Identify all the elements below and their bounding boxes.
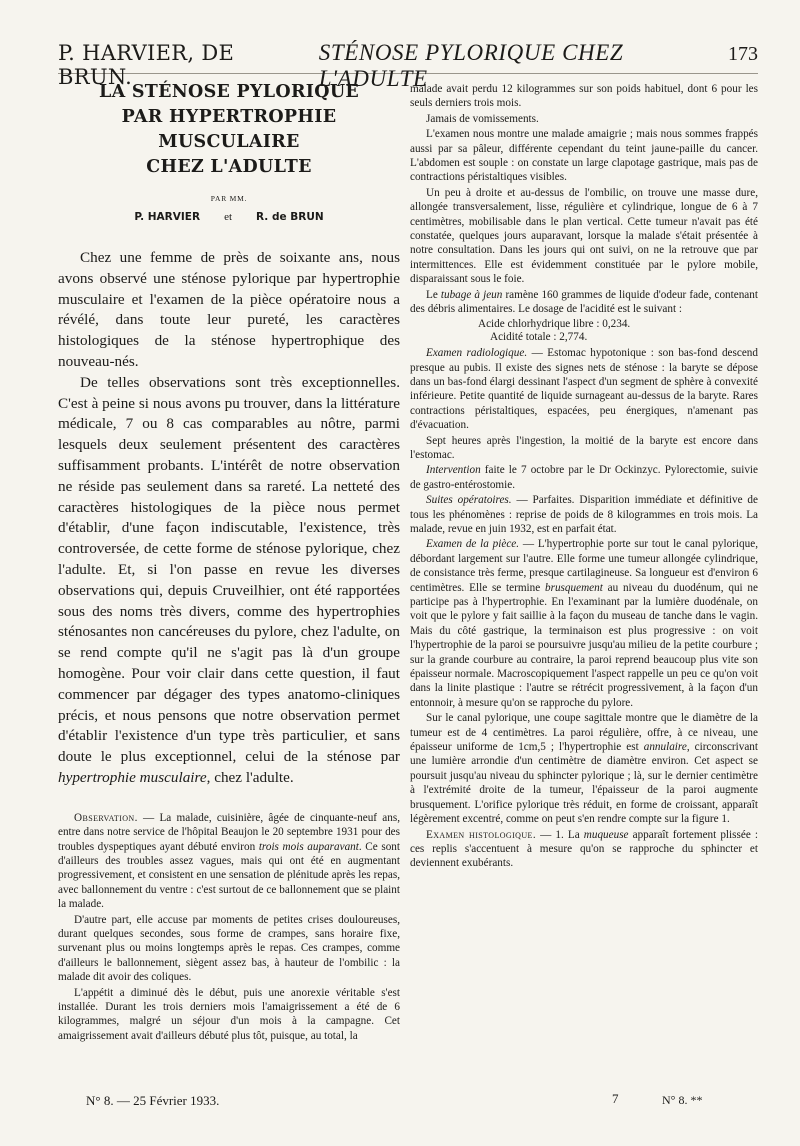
intro-text-end: , chez l'adulte. (206, 768, 294, 786)
tubage-text-end: ramène 160 grammes de liquide d'odeur fade, contenant des débris alimentaires. Le dosage de l'acidité est le suivant : (410, 288, 758, 316)
right-column (410, 82, 758, 1102)
running-head-title: STÉNOSE PYLORIQUE CHEZ L'ADULTE (318, 40, 624, 91)
histo-text: — 1. La (536, 828, 584, 841)
running-head-authors: P. HARVIER, DE BRUN. (58, 41, 235, 89)
piece-heading: Examen de la pièce. (426, 538, 520, 551)
intro-text: De telles observations sont très exceptionnelles. C'est à peine si nous avons pu trouver, dans la littérature médicale, 7 ou 8 cas comparables au nôtre, parmi lesquels deux seulement présentent des caractères suffisamment probants. L'intérêt de notre observation ne réside pas seulement dans sa rareté. La netteté des caractères histologiques de la pièce nous permet d'établir, d'une façon indiscutable, l'existence, très controversée, de cette forme de sténose pylorique, chez l'adulte. Et, si l'on passe en revue les diverses observations qui, depuis Cruveilhier, ont été rapportées sous des noms très divers, comme des hypertrophies sténosantes non cancéreuses du pylore, chez l'adulte, on se rend compte qu'il ne s'agit pas là d'un groupe homogène. Pour voir clair dans cette question, il faut commencer par dégager des types anatomo-cliniques précis, et nous pensons que notre observation permet d'établir l'existence d'un type très particulier, et sans doute le plus exceptionnel, celui de la sténose par (58, 373, 400, 766)
article-title-line: PAR HYPERTROPHIE (121, 107, 337, 127)
observation-text: — La malade, cuisinière, âgée de cinquante-neuf ans, entre dans notre service de l'hôpital Beaujon le 20 septembre 1931 pour des troubles dyspeptiques ayant débuté environ (58, 811, 400, 853)
paragraph: Un peu à droite et au-dessus de l'ombilic, on trouve une masse dure, allongée transversalement, lisse, régulière et cylindrique, longue de 6 à 7 centimètres, mobilisable dans le plan vertical. Cette tumeur n'avait pas été constatée, quelques jours auparavant, lorsque la malade s'était présentée à notre consultation. Dans les jours qui ont suivi, on ne la retrouve que par intermittences. Elle est évidemment constituée par le pylore mobile, disparaissant sous le foie. (410, 186, 758, 286)
paragraph: Sept heures après l'ingestion, la moitié de la baryte est encore dans l'estomac. (410, 434, 758, 461)
observation-section (58, 811, 400, 1044)
canal-italic: annulaire (643, 741, 687, 754)
article-title (58, 80, 400, 180)
signature-mark: 7 (612, 1091, 619, 1106)
intro-italic: hypertrophie musculaire (58, 768, 207, 786)
paragraph (410, 828, 758, 871)
introduction (58, 248, 400, 789)
paragraph (410, 711, 758, 826)
issue-date: N° 8. — 25 Février 1933. (86, 1093, 220, 1108)
tubage-text: Le (426, 288, 441, 301)
page-number: 173 (728, 43, 758, 65)
piece-italic: brusquement (545, 581, 603, 594)
left-column (58, 80, 400, 1100)
article-title-line: CHEZ L'ADULTE (146, 157, 312, 177)
intervention-heading: Intervention (426, 464, 481, 477)
suites-heading: Suites opératoires. (426, 494, 512, 507)
intro-paragraph: Chez une femme de près de soixante ans, nous avons observé une sténose pylorique par hypertrophie musculaire et l'examen de la pièce opératoire nous a révélé, dans toute leur pureté, les caractères histologiques de la sténose hypertrophique des nouveau-nés. (58, 249, 400, 370)
piece-text: — L'hypertrophie porte sur tout le canal pylorique, débordant largement sur l'autre. Elle forme une tumeur allongée cylindrique, de consistance très ferme, presque cartilagineuse. Sa longueur est d'environ 6 centimètres. Elle se termine (410, 538, 758, 594)
continued-paragraph: malade avait perdu 12 kilogrammes sur son poids habituel, dont 6 pour les seuls derniers trois mois. (410, 83, 758, 110)
observation-paragraph (58, 811, 400, 912)
paragraph: Jamais de vomissements. (426, 112, 539, 125)
author-harvier: P. HARVIER (134, 211, 201, 223)
radio-heading: Examen radiologique. (426, 347, 528, 360)
paragraph (410, 346, 758, 432)
observation-paragraph: D'autre part, elle accuse par moments de petites crises douloureuses, durant quelques secondes, sous forme de crampes, sans horaire fixe, survenant plus ou moins longtemps après le repas. Ces crampes, comme d'ailleurs le ballonnement, siègent assez bas, à hauteur de l'ombilic : la malade dit avoir des coliques. (58, 913, 400, 984)
author-de-brun: R. de BRUN (256, 211, 324, 223)
piece-text-end: au niveau du duodénum, qui ne participe pas à l'hypertrophie. En l'examinant par la lumière duodénale, on voit que le pylore y fait saillie à la façon du museau de tanche dans le vagin. Mais du côté gastrique, la terminaison est plus progressive : on voit l'hypertrophie de la paroi se poursuivre jusqu'au milieu de la petite courbure ; sur la grande courbure au contraire, la paroi reprend beaucoup plus vite son épaisseur normale. Macroscopiquement l'aspect rappelle un peu ce qu'on voit dans la linite plastique : l'autre se rétrécit progressivement, à la façon d'un entonnoir, à mesure qu'on se rapproche du pylore. (410, 581, 758, 709)
par-mm: PAR MM. (210, 194, 248, 203)
intervention-text: faite le 7 octobre par le Dr Ockinzyc. Pylorectomie, suivie de gastro-entérostomie. (410, 464, 758, 491)
byline-et: et (224, 211, 233, 223)
article-title-line: MUSCULAIRE (158, 132, 300, 152)
histo-text-end: apparaît fortement plissée : ces replis s'accentuent à mesure qu'on se rapproche du sphincter et deviennent exubérants. (410, 828, 758, 870)
histo-heading: Examen histologique. (426, 828, 537, 841)
intro-paragraph (58, 373, 400, 789)
observation-label: Observation. (74, 811, 138, 824)
paragraph (410, 288, 758, 317)
radio-text: — Estomac hypotonique : son bas-fond descend presque au pubis. Il existe des signes nets de sténose : la baryte se dépose dans un bas-fond élargi dessinant l'aspect d'un segment de sphère à convexité inférieure. Petite quantité de liquide surnageant au-dessus de la baryte. Rares contractions péristaltiques, espacées, peu énergiques, n'amenant pas d'évacuation. (410, 347, 758, 432)
acid-total: Acidité totale : 2,774. (490, 331, 588, 344)
paragraph (410, 537, 758, 710)
paragraph (410, 463, 758, 492)
byline (58, 211, 400, 223)
article-title-line: LA STÉNOSE PYLORIQUE (98, 82, 360, 102)
canal-text-end: , circonscrivant une lumière arrondie d'un centimètre de diamètre environ. Cet aspect se poursuit jusqu'au niveau du sphincter pylorique ; là, sur le dernier centimètre à l'extrémité droite de la tumeur, l'épaisseur de la paroi augmente brusquement. L'orifice pylorique très réduit, en forme de croissant, apparaît légèrement excentré, comme on peut s'en rendre compte sur la figure 1. (410, 741, 758, 826)
observation-paragraph: L'appétit a diminué dès le début, puis une anorexie véritable s'est installée. Durant les trois derniers mois l'amaigrissement a été de 6 kilogrammes, malgré un séjour d'un mois à la campagne. Cet amaigrissement avait d'ailleurs débuté plus tôt, puisque, au total, la (58, 986, 400, 1042)
histo-italic: muqueuse (583, 828, 629, 841)
paragraph (410, 493, 758, 536)
observation-text-end: . Ce sont d'ailleurs des troubles assez vagues, mais qui ont été en augmentant progressivement, et consistent en une sensation de plénitude après les repas, avec ballonnement du ventre : c'est surtout de ce ballonnement que se plaint la malade. (58, 840, 401, 911)
observation-italic: trois mois auparavant (258, 840, 359, 853)
acidity-values (410, 318, 758, 346)
acid-libre: Acide chlorhydrique libre : 0,234. (478, 317, 631, 330)
issue-number: N° 8. ** (662, 1093, 703, 1107)
canal-text: Sur le canal pylorique, une coupe sagittale montre que le diamètre de la tumeur est de 4 centimètres. La paroi régulière, offre, à ce niveau, une épaisseur uniforme de 1cm,5 ; l'hypertrophie est (410, 712, 758, 754)
paragraph: L'examen nous montre une malade amaigrie ; mais nous sommes frappés aussi par sa pâleur, différente cependant du teint jaune-paille du cancer. L'abdomen est souple : on constate un large clapotage gastrique, mais pas de contractions péristaltiques visibles. (410, 128, 758, 184)
running-head (58, 40, 758, 91)
suites-text: — Parfaites. Disparition immédiate et définitive de tous les phénomènes : reprise de poids de 8 kilogrammes en trois mois. La malade, revue en juin 1932, est en parfait état. (410, 494, 758, 535)
tubage-italic: tubage à jeun (440, 288, 503, 301)
